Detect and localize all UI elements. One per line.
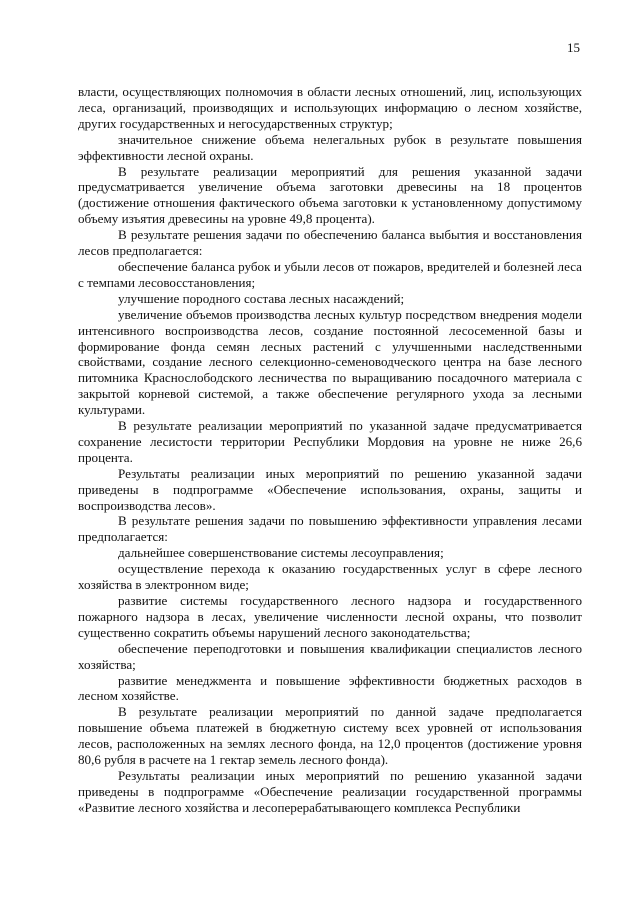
paragraph: осуществление перехода к оказанию государственных услуг в сфере лесного хозяйства в электронном виде; [78,561,582,593]
paragraph: улучшение породного состава лесных насаждений; [118,290,405,306]
paragraph: обеспечение баланса рубок и убыли лесов от пожаров, вредителей и болезней леса с темпами лесовосстановления; [78,258,582,290]
paragraph: развитие системы государственного лесного надзора и государственного пожарного надзора в лесах, увеличение численности лесной охраны, что позволит существенно сократить объемы нарушений лесного законодательства; [78,593,582,640]
paragraph: Результаты реализации иных мероприятий по решению указанной задачи приведены в подпрограмме «Обеспечение использования, охраны, защиты и воспроизводства лесов». [78,465,582,513]
document-body [78,84,582,816]
paragraph: развитие менеджмента и повышение эффективности бюджетных расходов в лесном хозяйстве. [78,672,582,704]
paragraph: В результате решения задачи по повышению эффективности управления лесами предполагается: [78,513,582,545]
paragraph: дальнейшее совершенствование системы лесоуправления; [118,545,444,561]
paragraph: власти, осуществляющих полномочия в области лесных отношений, лиц, использующих леса, организаций, производящих и использующих информацию о лесном хозяйстве, других государственных и негосударственных структур; [78,84,582,131]
paragraph: значительное снижение объема нелегальных рубок в результате повышения эффективности лесной охраны. [78,131,582,163]
paragraph: В результате решения задачи по обеспечению баланса выбытия и восстановления лесов предполагается: [78,227,582,259]
paragraph: В результате реализации мероприятий для решения указанной задачи предусматривается увеличение объема заготовки древесины на 18 процентов (достижение отношения фактического объема заготовки к установленному допустимому объему изъятия древесины на уровне 49,8 процента). [78,163,582,227]
paragraph: В результате реализации мероприятий по указанной задаче предусматривается сохранение лесистости территории Республики Мордовия на уровне не ниже 26,6 процента. [78,418,582,465]
paragraph: увеличение объемов производства лесных культур посредством внедрения модели интенсивного воспроизводства лесов, создание постоянной лесосеменной базы и формирование фонда семян лесных растений с улучшенными наследственными свойствами, создание лесного селекционно-семеноводческого центра на базе лесного питомника Краснослободского лесничества по выращиванию посадочного материала с закрытой корневой системой, а также обеспечение регулярного ухода за лесными культурами. [78,306,582,418]
page-number: 15 [567,40,580,55]
paragraph: В результате реализации мероприятий по данной задаче предполагается повышение объема платежей в бюджетную систему всех уровней от использования лесов, расположенных на землях лесного фонда, на 12,0 процентов (достижение уровня 80,6 рубля в расчете на 1 гектар земель лесного фонда). [78,704,582,768]
paragraph: обеспечение переподготовки и повышения квалификации специалистов лесного хозяйства; [78,640,582,672]
paragraph: Результаты реализации иных мероприятий по решению указанной задачи приведены в подпрограмме «Обеспечение реализации государственной программы «Развитие лесного хозяйства и лесоперерабатывающего комплекса Республики [78,767,582,815]
